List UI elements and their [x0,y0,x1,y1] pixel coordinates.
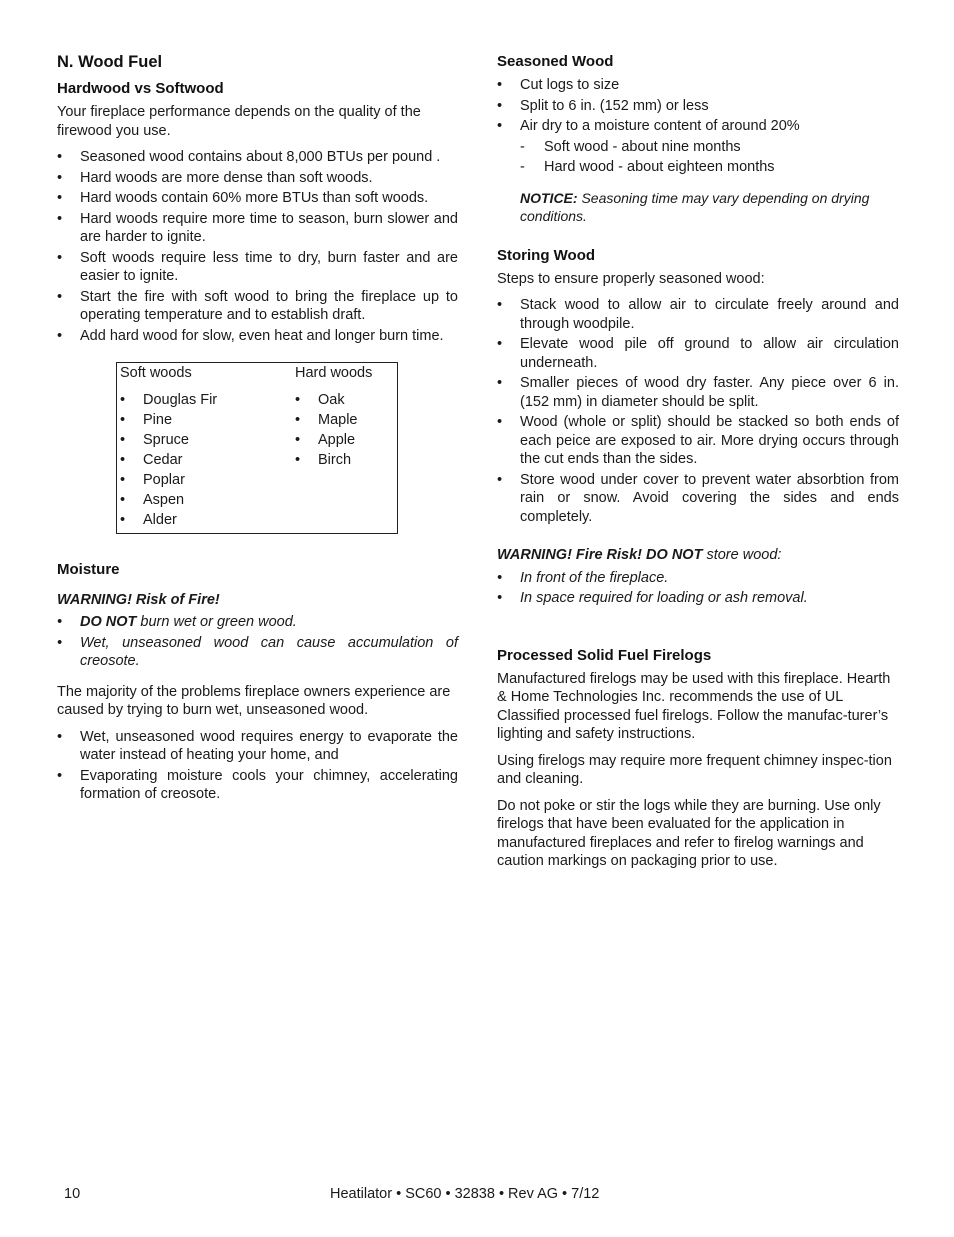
list-item: • Add hard wood for slow, even heat and longer burn time. [57,327,444,344]
list-item: • Cedar [120,451,183,468]
hard-woods-header: Hard woods [295,365,373,381]
list-item: • Cut logs to size [497,77,620,93]
list-item: • DO NOT burn wet or green wood. [57,614,297,630]
moisture-warning-bullets [57,613,458,671]
list-item: • Birch [295,451,352,468]
list-item: • Wood (whole or split) should be stacked so both ends of each peice are exposed to air. More drying occurs through the cut ends than the sides. [497,414,899,467]
list-item: • Hard woods require more time to season, burn slower and are harder to ignite. [57,210,458,245]
hardwood-bullets [57,148,458,345]
right-column [497,52,899,879]
list-item: • Hard woods contain 60% more BTUs than soft woods. [57,190,429,206]
hardwood-heading: Hardwood vs Softwood [57,80,224,97]
list-item: • In space required for loading or ash removal. [497,590,808,606]
firelogs-paragraph: Using firelogs may require more frequent chimney inspec-tion and cleaning. [497,752,892,787]
list-item: • Split to 6 in. (152 mm) or less [497,97,709,114]
seasoned-heading: Seasoned Wood [497,53,614,70]
list-item: • Douglas Fir [120,391,218,408]
list-item: • Wet, unseasoned wood can cause accumulation of creosote. [57,634,458,669]
list-item: • Oak [295,391,345,408]
list-item: • Apple [295,431,356,448]
soft-woods-header: Soft woods [120,365,192,381]
moisture-warning: WARNING! Risk of Fire! [57,591,220,608]
moisture-heading: Moisture [57,560,120,578]
list-item: • Maple [295,411,358,428]
seasoned-dashes [520,138,899,177]
list-item: • Hard woods are more dense than soft woods. [57,169,373,186]
firelogs-paragraph: Do not poke or stir the logs while they are burning. Use only firelogs that have been evaluated for the application in manufactured fireplaces and refer to firelog warnings and caution markings on packaging prior to use. [497,797,881,869]
document-info: Heatilator • SC60 • 32838 • Rev AG • 7/12 [330,1186,600,1202]
list-item: - Soft wood - about nine months [520,138,741,155]
page-number: 10 [64,1186,81,1202]
hard-woods-column [292,364,372,531]
list-item: • Seasoned wood contains about 8,000 BTUs per pound . [57,149,441,165]
seasoned-bullets [497,76,899,136]
hardwood-intro: Your fireplace performance depends on the quality of the firewood you use. [57,104,421,139]
list-item: • Alder [120,511,177,528]
list-item: • Start the fire with soft wood to bring the fireplace up to operating temperature and to establish draft. [57,288,458,323]
moisture-paragraph: The majority of the problems fireplace owners experience are caused by trying to burn wet, unseasoned wood. [57,683,451,718]
list-item: • Pine [120,411,173,428]
storing-intro: Steps to ensure properly seasoned wood: [497,270,765,287]
list-item: • Poplar [120,471,185,488]
seasoning-notice: NOTICE: Seasoning time may vary depending on drying conditions. [520,189,870,224]
list-item: • Smaller pieces of wood dry faster. Any piece over 6 in. (152 mm) in diameter should be split. [497,375,899,410]
firelogs-paragraph: Manufactured firelogs may be used with this fireplace. Hearth & Home Technologies Inc. recommends the use of UL Classified processed fuel firelogs. Follow the manufac-turer’s lighting and safety instructions. [497,670,891,742]
list-item: • Wet, unseasoned wood requires energy to evaporate the water instead of heating your home, and [57,728,458,763]
wood-types-table [116,362,398,534]
storing-warning: WARNING! Fire Risk! DO NOT store wood: [497,547,782,563]
list-item: • Spruce [120,431,189,448]
list-item: • Air dry to a moisture content of around 20% [497,118,800,134]
list-item: - Hard wood - about eighteen months [520,159,775,175]
left-column [57,52,458,810]
section-title: N. Wood Fuel [57,53,163,71]
moisture-bullets [57,728,458,804]
firelogs-heading: Processed Solid Fuel Firelogs [497,646,712,664]
soft-woods-column [117,364,292,531]
storing-heading: Storing Wood [497,246,596,264]
list-item: • Soft woods require less time to dry, burn faster and are easier to ignite. [57,249,458,284]
list-item: • Elevate wood pile off ground to allow air circulation underneath. [497,336,899,371]
list-item: • In front of the fireplace. [497,569,669,586]
storing-bullets [497,296,899,526]
list-item: • Store wood under cover to prevent water absorbtion from rain or snow. Avoid covering the sides and ends completely. [497,471,899,525]
list-item: • Evaporating moisture cools your chimney, accelerating formation of creosote. [57,767,458,802]
storing-warning-bullets [497,569,899,608]
list-item: • Aspen [120,491,185,508]
list-item: • Stack wood to allow air to circulate freely around and through woodpile. [497,297,899,332]
